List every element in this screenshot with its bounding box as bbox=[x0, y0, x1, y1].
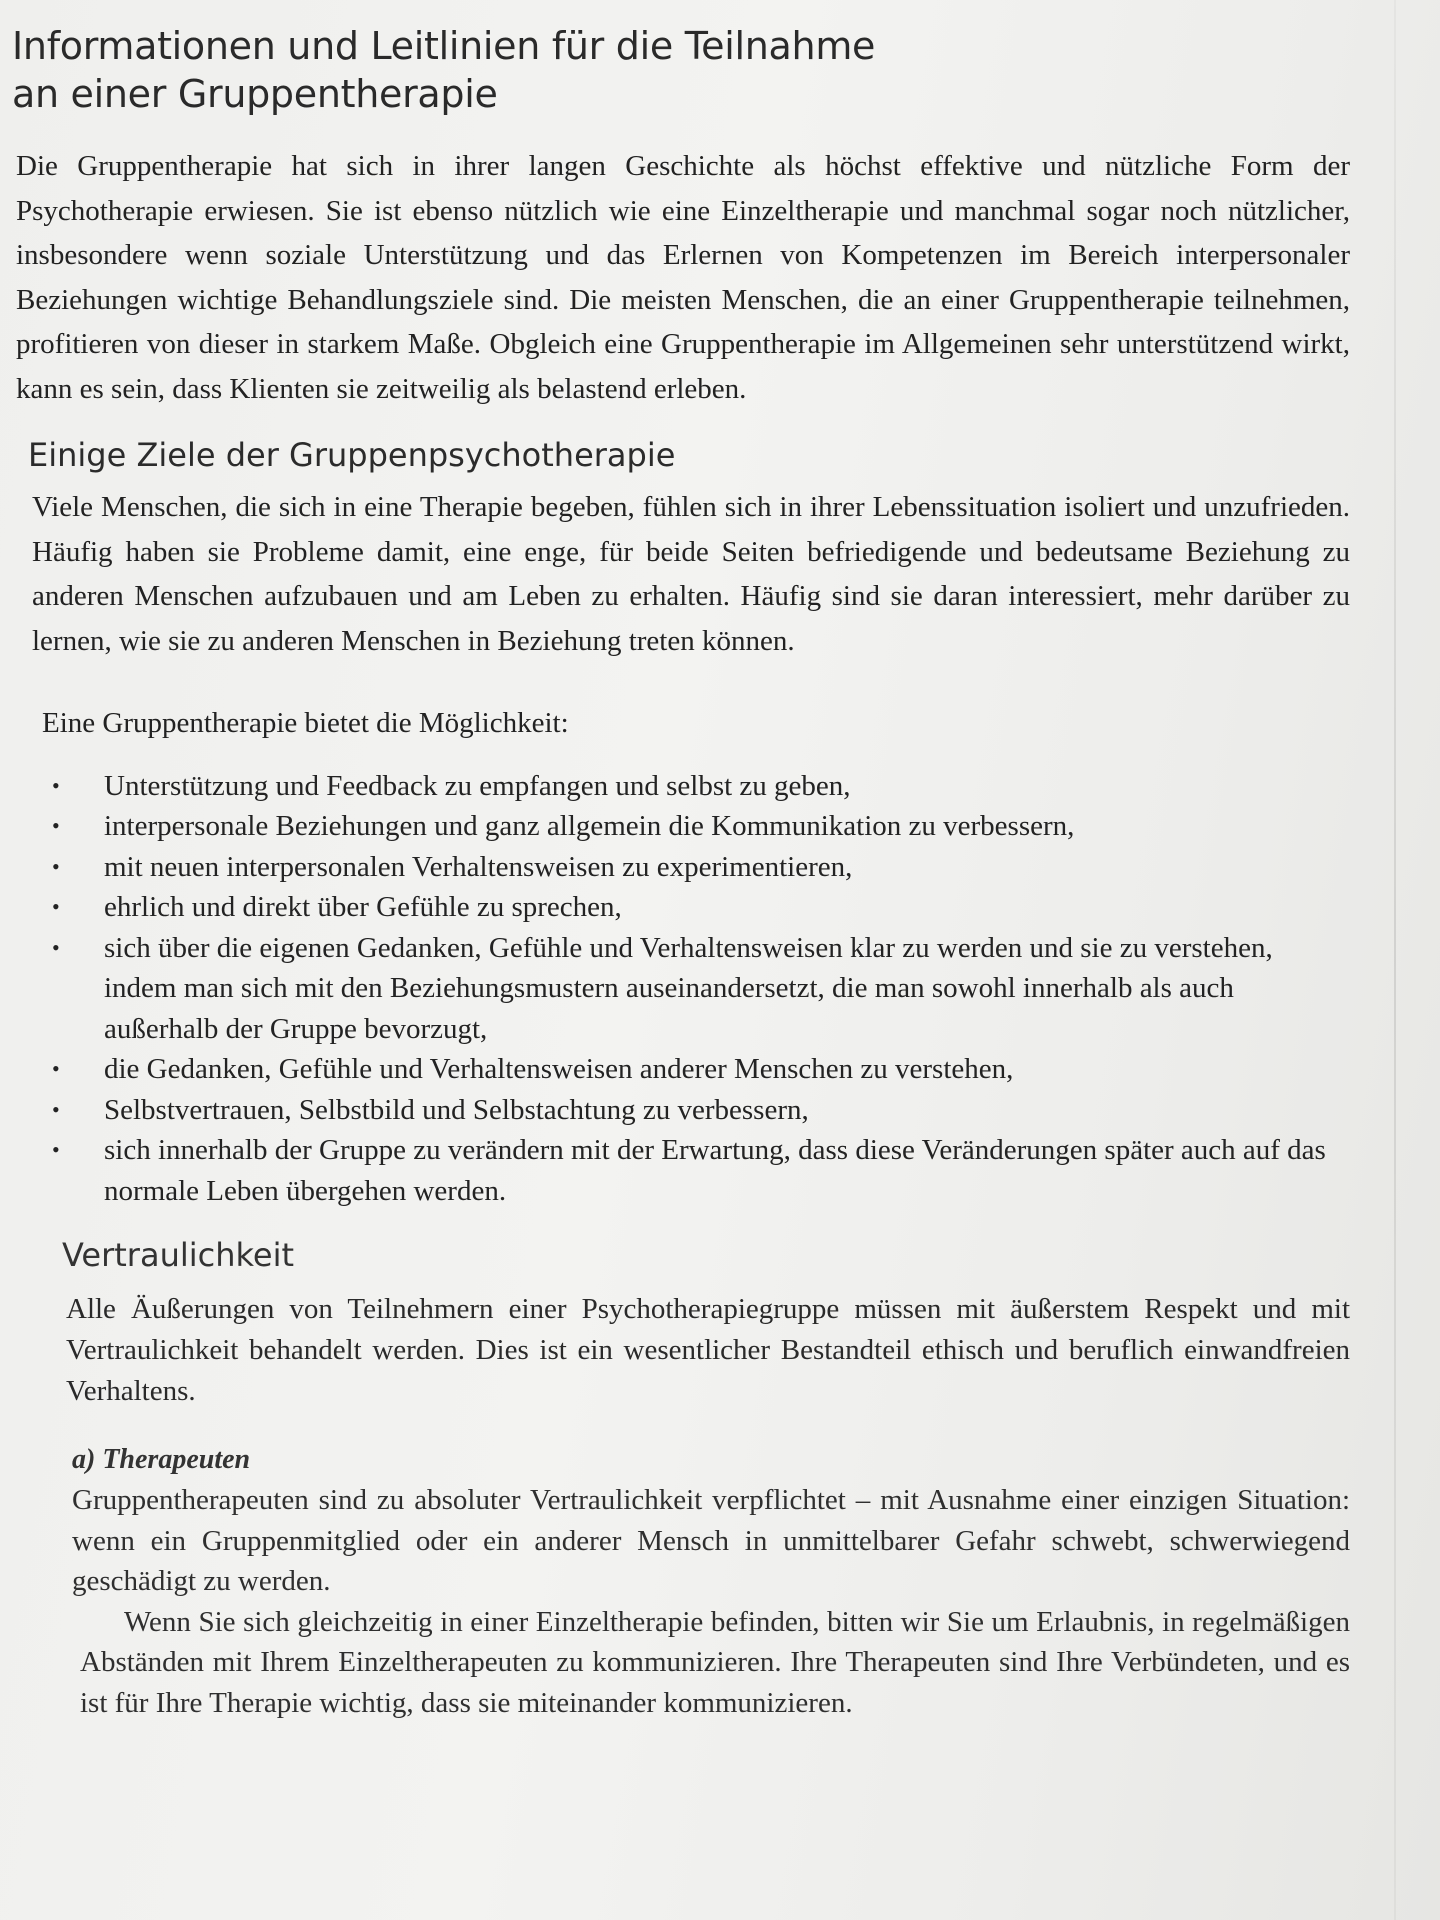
bullet-icon: • bbox=[52, 894, 60, 919]
page-title-line-2: an einer Gruppentherapie bbox=[12, 72, 498, 116]
offer-intro: Eine Gruppentherapie bietet die Möglichkeit: bbox=[42, 707, 569, 739]
list-item-text: sich innerhalb der Gruppe zu verändern mit der Erwartung, dass diese Veränderungen später auch auf das normale Leben übergehen werden. bbox=[104, 1134, 1326, 1207]
page-edge-shadow bbox=[1394, 0, 1396, 1920]
list-item bbox=[52, 928, 1350, 1050]
list-item bbox=[52, 847, 1350, 888]
goals-paragraph: Viele Menschen, die sich in eine Therapie begeben, fühlen sich in ihrer Lebenssituation isoliert und unzufrieden. Häufig haben sie Probleme damit, eine enge, für beide Seiten befriedigende und bedeutsame Beziehung zu anderen Menschen aufzubauen und am Leben zu erhalten. Häufig sind sie daran interessiert, mehr darüber zu lernen, wie sie zu anderen Menschen in Beziehung treten können. bbox=[32, 491, 1350, 657]
confidentiality-paragraph: Alle Äußerungen von Teilnehmern einer Psychotherapiegruppe müssen mit äußerstem Respekt und mit Vertraulichkeit behandelt werden. Dies ist ein wesentlicher Bestandteil ethisch und beruflich einwandfreien Verhaltens. bbox=[66, 1293, 1350, 1407]
confidentiality-heading: Vertraulichkeit bbox=[62, 1236, 295, 1274]
therapists-paragraph-2: Wenn Sie sich gleichzeitig in einer Einzeltherapie befinden, bitten wir Sie um Erlaubnis, in regelmäßigen Abständen mit Ihrem Einzeltherapeuten zu kommunizieren. Ihre Therapeuten sind Ihre Verbündeten, und es ist für Ihre Therapie wichtig, dass sie miteinander kommunizieren. bbox=[80, 1605, 1350, 1719]
therapists-paragraph-1: Gruppentherapeuten sind zu absoluter Vertraulichkeit verpflichtet – mit Ausnahme einer einzigen Situation: wenn ein Gruppenmitglied oder ein anderer Mensch in unmittelbarer Gefahr schwebt, schwerwiegend geschädigt zu werden. bbox=[72, 1484, 1350, 1597]
list-item-text: mit neuen interpersonalen Verhaltensweisen zu experimentieren, bbox=[104, 850, 853, 883]
list-item-text: Unterstützung und Feedback zu empfangen und selbst zu geben, bbox=[104, 769, 851, 802]
goals-heading: Einige Ziele der Gruppenpsychotherapie bbox=[28, 436, 676, 474]
list-item bbox=[52, 806, 1350, 847]
page-title bbox=[12, 22, 1350, 118]
bullet-icon: • bbox=[52, 934, 60, 960]
intro-paragraph: Die Gruppentherapie hat sich in ihrer langen Geschichte als höchst effektive und nützliche Form der Psychotherapie erwiesen. Sie ist ebenso nützlich wie eine Einzeltherapie und manchmal sogar noch nützlicher, insbesondere wenn soziale Unterstützung und das Erlernen von Kompetenzen im Bereich interpersonaler Beziehungen wichtige Behandlungsziele sind. Die meisten Menschen, die an einer Gruppentherapie teilnehmen, profitieren von dieser in starkem Maße. Obgleich eine Gruppentherapie im Allgemeinen sehr unterstützend wirkt, kann es sein, dass Klienten sie zeitweilig als belastend erleben. bbox=[16, 150, 1350, 405]
list-item bbox=[52, 766, 1350, 807]
list-item-text: ehrlich und direkt über Gefühle zu sprechen, bbox=[104, 891, 622, 923]
list-item bbox=[52, 1130, 1350, 1211]
goals-bullet-list bbox=[52, 766, 1350, 1212]
bullet-icon: • bbox=[52, 813, 60, 838]
bullet-icon: • bbox=[52, 853, 60, 879]
bullet-icon: • bbox=[52, 1096, 60, 1122]
list-item-text: interpersonale Beziehungen und ganz allgemein die Kommunikation zu verbessern, bbox=[104, 810, 1075, 842]
page-title-line-1: Informationen und Leitlinien für die Teilnahme bbox=[12, 24, 876, 68]
bullet-icon: • bbox=[52, 1137, 60, 1162]
list-item-text: sich über die eigenen Gedanken, Gefühle und Verhaltensweisen klar zu werden und sie zu verstehen, indem man sich mit den Beziehungsmustern auseinandersetzt, die man sowohl innerhalb als auch außerhalb der Gruppe bevorzugt, bbox=[104, 931, 1273, 1045]
list-item bbox=[52, 1049, 1350, 1090]
list-item bbox=[52, 887, 1350, 928]
bullet-icon: • bbox=[52, 1056, 60, 1081]
list-item-text: Selbstvertrauen, Selbstbild und Selbstachtung zu verbessern, bbox=[104, 1093, 809, 1126]
bullet-icon: • bbox=[52, 772, 60, 798]
therapists-subheading: a) Therapeuten bbox=[72, 1444, 251, 1475]
list-item bbox=[52, 1090, 1350, 1131]
list-item-text: die Gedanken, Gefühle und Verhaltensweisen anderer Menschen zu verstehen, bbox=[104, 1053, 1014, 1085]
